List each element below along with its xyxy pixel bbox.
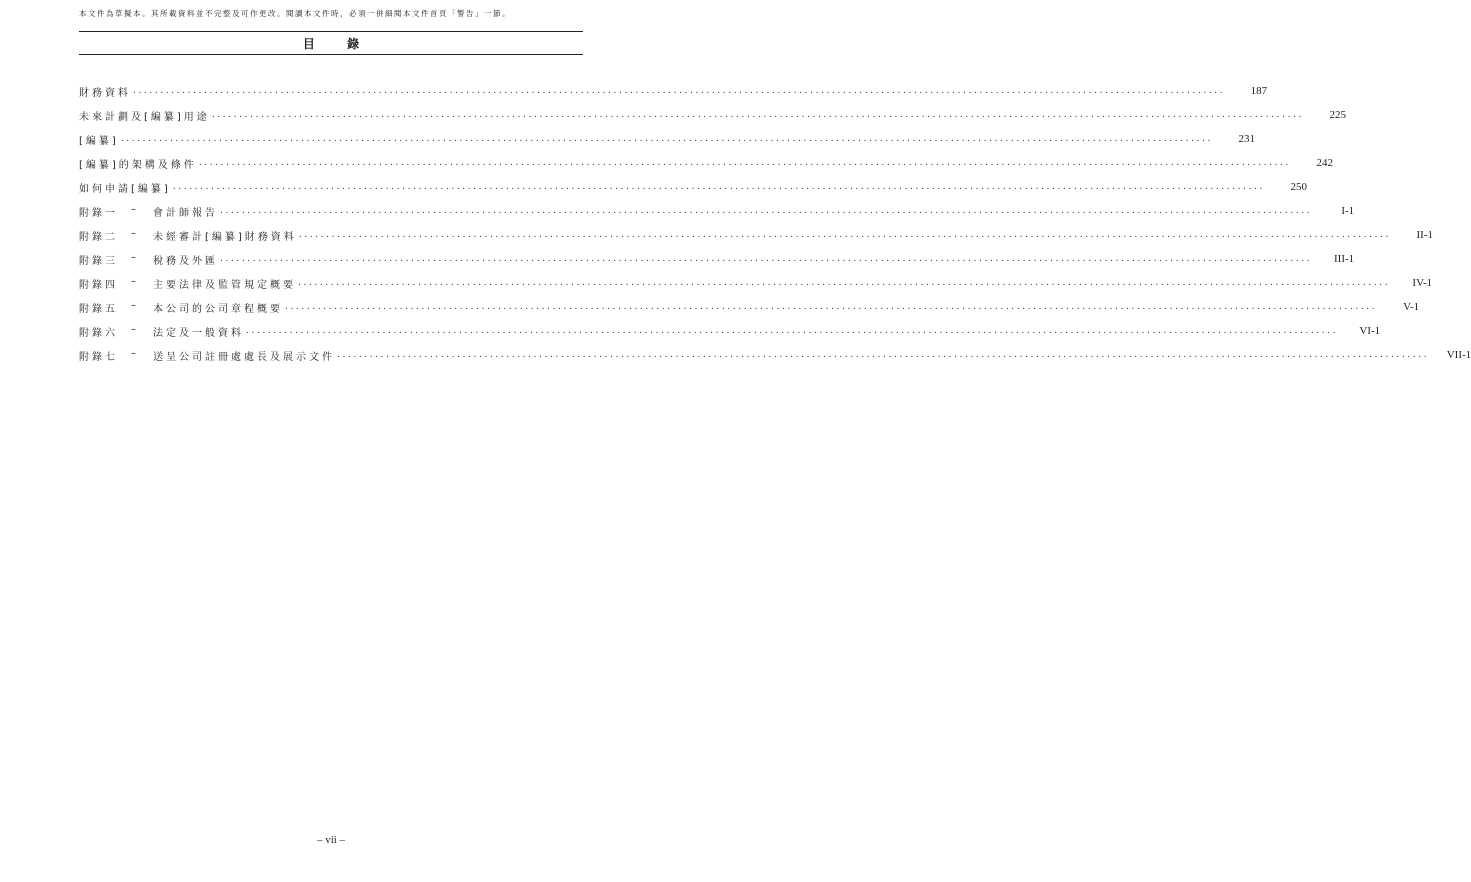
appendix-dash: – (131, 275, 139, 287)
appendix-number: 附錄七 (79, 351, 118, 363)
toc-page-number: 225 (1329, 109, 1346, 121)
dot-leader: ........................................................................................................................................................................................................ (246, 326, 1339, 336)
dot-leader: ........................................................................................................................................................................................................ (298, 230, 1391, 240)
toc-entry-appendix-6[interactable] (79, 319, 1381, 343)
toc-entry-label: [編纂] (79, 135, 119, 147)
appendix-number: 附錄一 (79, 207, 118, 219)
toc-page-number: VII-1 (1446, 349, 1471, 361)
toc-entry-label: 財務資料 (79, 87, 131, 99)
dot-leader: ........................................................................................................................................................................................................ (211, 110, 1304, 120)
appendix-dash: – (131, 227, 139, 239)
dot-leader: ........................................................................................................................................................................................................ (285, 302, 1378, 312)
dot-leader: ........................................................................................................................................................................................................ (198, 158, 1291, 168)
dot-leader: ........................................................................................................................................................................................................ (172, 182, 1265, 192)
page-title: 目 錄 (302, 37, 374, 51)
bottom-rule (79, 54, 583, 55)
toc-entry[interactable] (79, 175, 1307, 199)
toc-entry-appendix-4[interactable] (79, 271, 1433, 295)
toc-page-number: V-1 (1403, 301, 1420, 313)
appendix-dash: – (131, 323, 139, 335)
toc-page-number: 250 (1290, 181, 1307, 193)
toc-entry[interactable] (79, 151, 1333, 175)
dot-leader: ........................................................................................................................................................................................................ (133, 86, 1226, 96)
toc-entry-appendix-7[interactable] (79, 343, 1471, 367)
dot-leader: ........................................................................................................................................................................................................ (220, 206, 1313, 216)
toc-page-number: 187 (1250, 85, 1268, 97)
toc-entry-label: 附錄二 – 未經審計[編纂]財務資料 (79, 227, 297, 243)
toc-entry[interactable] (79, 79, 1268, 103)
toc-entry[interactable] (79, 103, 1346, 127)
toc-entry-label: 如何申請[編纂] (79, 183, 171, 195)
draft-warning-note: 本文件為草擬本。其所載資料並不完整及可作更改。閱讀本文件時，必須一併細閱本文件首頁「警告」一節。 (79, 9, 511, 18)
toc-entry[interactable] (79, 127, 1255, 151)
page-number-footer: – vii – (316, 834, 346, 846)
appendix-dash: – (131, 299, 139, 311)
toc-entry-appendix-5[interactable] (79, 295, 1420, 319)
toc-entry-label: 附錄六 – 法定及一般資料 (79, 323, 244, 339)
appendix-number: 附錄五 (79, 303, 118, 315)
appendix-number: 附錄二 (79, 231, 118, 243)
dot-leader: ........................................................................................................................................................................................................ (337, 350, 1430, 360)
toc-entry-label: 未來計劃及[編纂]用途 (79, 111, 210, 123)
top-rule (79, 31, 583, 32)
dot-leader: ........................................................................................................................................................................................................ (220, 254, 1313, 264)
toc-page-number: VI-1 (1359, 325, 1381, 337)
dot-leader: ........................................................................................................................................................................................................ (298, 278, 1391, 288)
dot-leader: ........................................................................................................................................................................................................ (120, 134, 1213, 144)
toc-page-number: I-1 (1341, 205, 1355, 217)
table-of-contents (79, 79, 1471, 367)
appendix-number: 附錄六 (79, 327, 118, 339)
appendix-dash: – (131, 203, 139, 215)
toc-page-number: 242 (1316, 157, 1333, 169)
toc-page-number: IV-1 (1412, 277, 1433, 289)
appendix-number: 附錄四 (79, 279, 118, 291)
appendix-dash: – (131, 251, 139, 263)
toc-entry-label: 附錄七 – 送呈公司註冊處處長及展示文件 (79, 347, 335, 363)
toc-entry-label: 附錄三 – 稅務及外匯 (79, 251, 218, 267)
toc-entry-label: 附錄五 – 本公司的公司章程概要 (79, 299, 283, 315)
toc-entry-appendix-1[interactable] (79, 199, 1355, 223)
toc-entry-label: 附錄一 – 會計師報告 (79, 203, 218, 219)
toc-entry-appendix-3[interactable] (79, 247, 1355, 271)
appendix-number: 附錄三 (79, 255, 118, 267)
toc-page-number: 231 (1238, 133, 1255, 145)
appendix-dash: – (131, 347, 139, 359)
toc-page-number: III-1 (1334, 253, 1355, 265)
toc-entry-label: [編纂]的架構及條件 (79, 159, 197, 171)
toc-entry-appendix-2[interactable] (79, 223, 1433, 247)
toc-entry-label: 附錄四 – 主要法律及監管規定概要 (79, 275, 296, 291)
toc-page-number: II-1 (1416, 229, 1433, 241)
